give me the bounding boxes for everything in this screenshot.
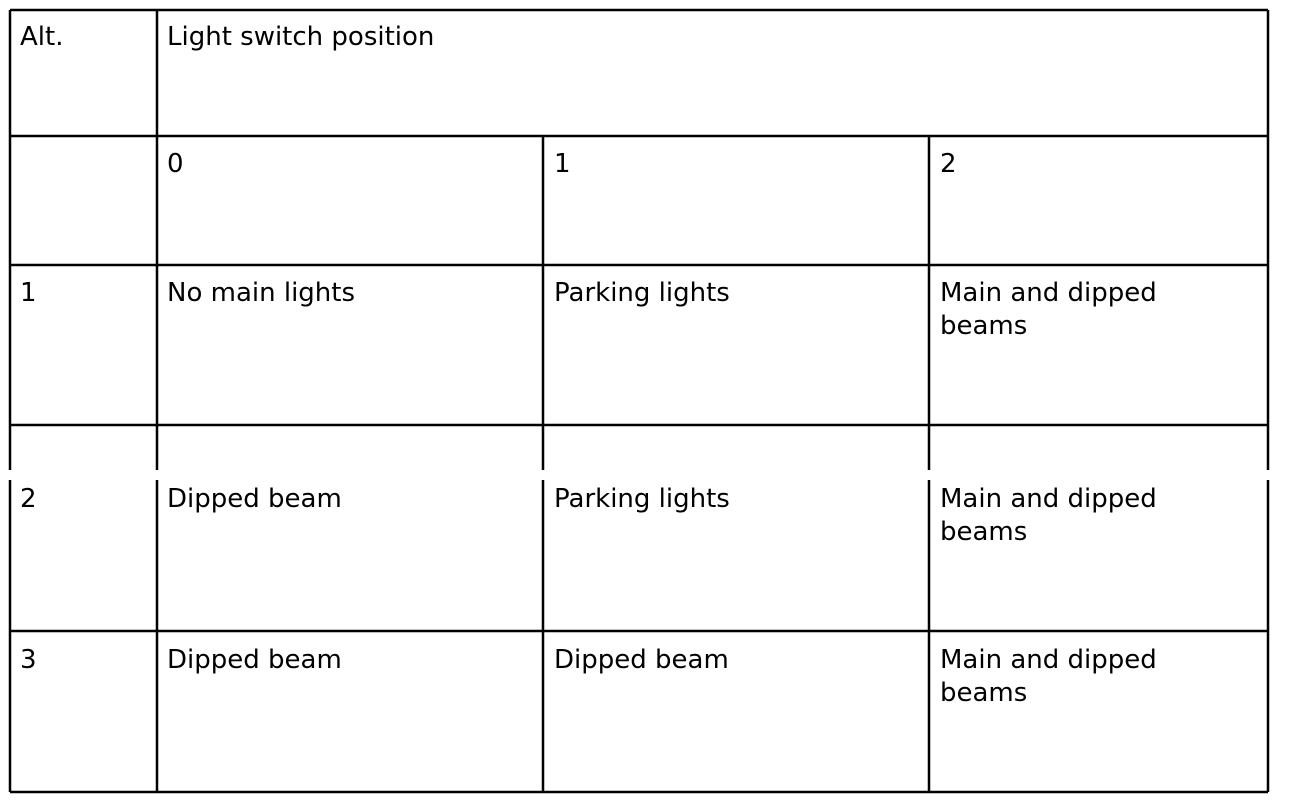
row-1-position-2: Main and dipped beams [940, 278, 1157, 341]
position-0-header: 0 [167, 149, 184, 179]
row-2-position-2: Main and dipped beams [940, 484, 1157, 547]
position-1-header: 1 [554, 149, 571, 179]
row-2-position-1: Parking lights [554, 484, 730, 514]
row-3-position-0: Dipped beam [167, 645, 342, 675]
row-2-alt: 2 [20, 484, 37, 514]
row-2-position-0: Dipped beam [167, 484, 342, 514]
row-1-position-1: Parking lights [554, 278, 730, 308]
light-switch-table [10, 10, 1268, 792]
row-3-alt: 3 [20, 645, 37, 675]
light-switch-position-header: Light switch position [167, 22, 435, 52]
row-3-position-2: Main and dipped beams [940, 645, 1157, 708]
position-2-header: 2 [940, 149, 957, 179]
row-3-position-1: Dipped beam [554, 645, 729, 675]
alt-header: Alt. [20, 22, 64, 52]
row-1-position-0: No main lights [167, 278, 356, 308]
row-1-alt: 1 [20, 278, 37, 308]
